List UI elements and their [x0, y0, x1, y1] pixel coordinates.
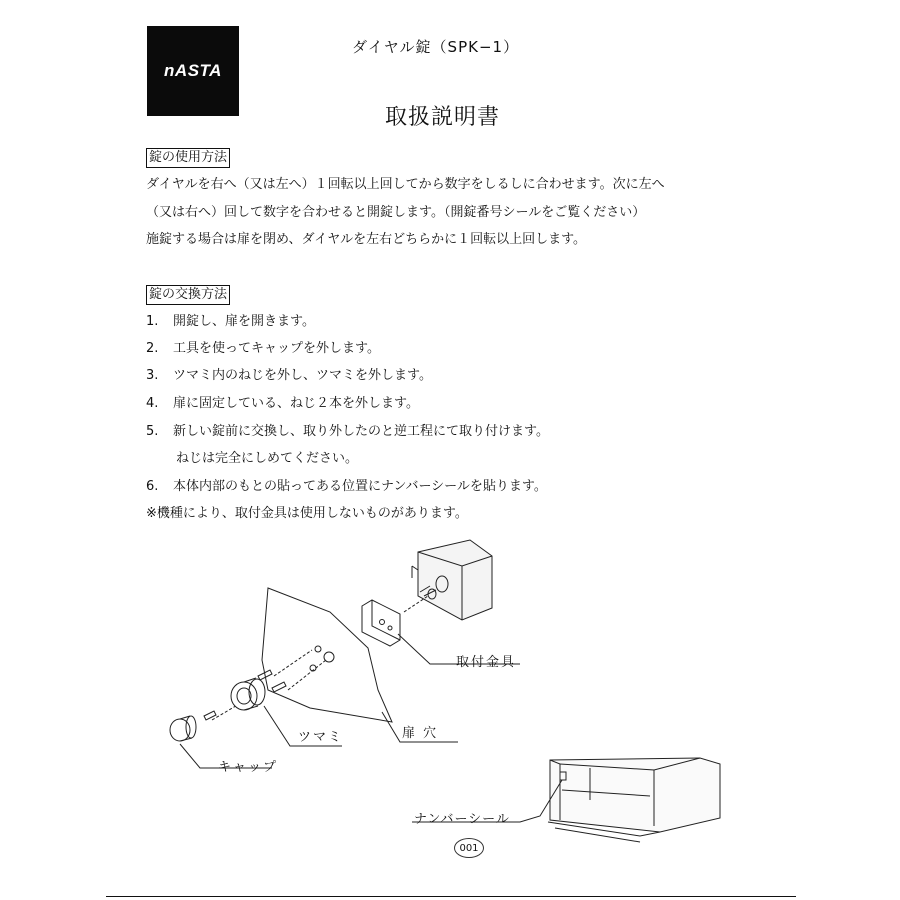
label-knob: ツマミ: [298, 730, 344, 745]
usage-line: ダイヤルを右へ（又は左へ）１回転以上回してから数字をしるしに合わせます。次に左へ: [146, 177, 665, 192]
step-text: 本体内部のもとの貼ってある位置にナンバーシールを貼ります。: [173, 479, 547, 494]
replace-note: ※機種により、取付金具は使用しないものがあります。: [146, 506, 468, 521]
step-number: 2.: [146, 341, 159, 356]
usage-heading: 錠の使用方法: [146, 148, 230, 168]
step-text: ツマミ内のねじを外し、ツマミを外します。: [173, 368, 432, 383]
lock-body: [418, 540, 492, 620]
knob: [231, 682, 257, 710]
label-number-seal: ナンバーシール: [414, 812, 510, 827]
product-name: ダイヤル錠（SPK−1）: [352, 38, 520, 56]
mounting-bracket: [362, 600, 400, 646]
page-number: 001: [454, 838, 484, 858]
usage-line: （又は右へ）回して数字を合わせると開錠します。（開錠番号シールをご覧ください）: [146, 205, 646, 220]
step-text: 開錠し、扉を開きます。: [173, 314, 315, 329]
replace-step-continuation: ねじは完全にしめてください。: [176, 451, 359, 466]
step-number: 3.: [146, 368, 159, 383]
cap: [170, 719, 190, 741]
step-text: 工具を使ってキャップを外します。: [173, 341, 380, 356]
step-number: 4.: [146, 396, 159, 411]
step-text: 新しい錠前に交換し、取り外したのと逆工程にて取り付けます。: [173, 424, 549, 439]
step-number: 5.: [146, 424, 159, 439]
footer-rule: [106, 896, 796, 897]
page-title: 取扱説明書: [385, 105, 501, 130]
label-cap: キャップ: [218, 760, 279, 775]
step-number: 1.: [146, 314, 159, 329]
replace-heading: 錠の交換方法: [146, 285, 230, 305]
step-number: 6.: [146, 479, 159, 494]
usage-line: 施錠する場合は扉を閉め、ダイヤルを左右どちらかに１回転以上回します。: [146, 232, 587, 247]
step-text: 扉に固定している、ねじ２本を外します。: [173, 396, 419, 411]
label-bracket: 取付金具: [456, 655, 517, 670]
label-door-hole: 扉 穴: [402, 726, 439, 741]
brand-logo-text: nASTA: [164, 61, 222, 80]
